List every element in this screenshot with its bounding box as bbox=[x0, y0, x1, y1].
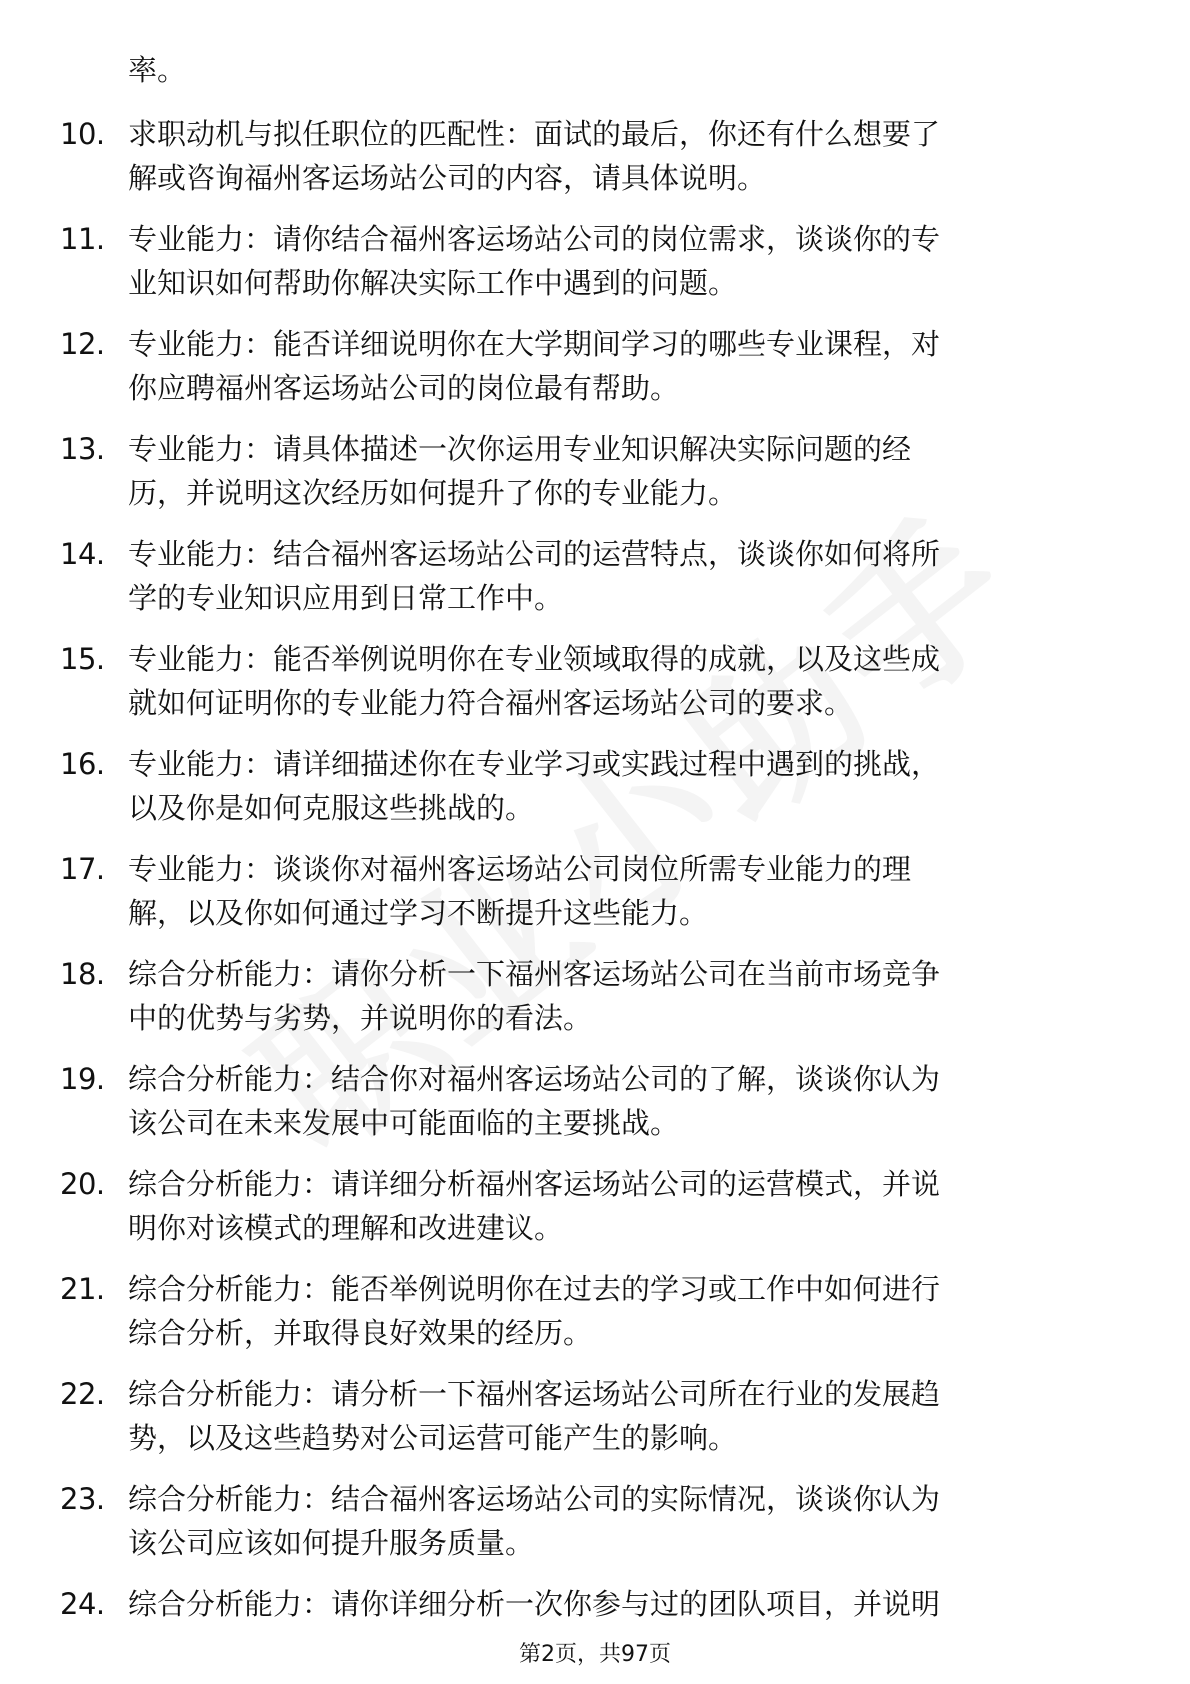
question-text-line: 历，并说明这次经历如何提升了你的专业能力。 bbox=[128, 476, 738, 510]
question-text bbox=[128, 1267, 1120, 1355]
question-item bbox=[60, 427, 1120, 515]
question-text-line: 学的专业知识应用到日常工作中。 bbox=[128, 581, 564, 615]
continuation-text: 率。 bbox=[128, 53, 187, 87]
question-number: 18. bbox=[60, 957, 105, 991]
question-text-line: 解或咨询福州客运场站公司的内容，请具体说明。 bbox=[128, 161, 767, 195]
question-text bbox=[128, 1162, 1120, 1250]
question-item bbox=[60, 637, 1120, 725]
question-text-line: 专业能力：能否举例说明你在专业领域取得的成就，以及这些成 bbox=[128, 642, 941, 676]
question-text-line: 解，以及你如何通过学习不断提升这些能力。 bbox=[128, 896, 709, 930]
question-text-line: 综合分析能力：请你详细分析一次你参与过的团队项目，并说明 bbox=[128, 1587, 941, 1621]
question-text bbox=[128, 1372, 1120, 1460]
question-item bbox=[60, 532, 1120, 620]
question-text-line: 综合分析能力：结合福州客运场站公司的实际情况，谈谈你认为 bbox=[128, 1482, 941, 1516]
question-text-line: 以及你是如何克服这些挑战的。 bbox=[128, 791, 535, 825]
question-number: 20. bbox=[60, 1167, 105, 1201]
question-text-line: 你应聘福州客运场站公司的岗位最有帮助。 bbox=[128, 371, 680, 405]
question-text bbox=[128, 952, 1120, 1040]
question-text-line: 综合分析能力：请分析一下福州客运场站公司所在行业的发展趋 bbox=[128, 1377, 941, 1411]
question-text-line: 业知识如何帮助你解决实际工作中遇到的问题。 bbox=[128, 266, 738, 300]
question-text bbox=[128, 1582, 1120, 1626]
question-number: 14. bbox=[60, 537, 105, 571]
question-item bbox=[60, 322, 1120, 410]
question-number: 19. bbox=[60, 1062, 105, 1096]
question-text-line: 中的优势与劣势，并说明你的看法。 bbox=[128, 1001, 593, 1035]
question-number: 17. bbox=[60, 852, 105, 886]
page-footer: 第2页，共97页 bbox=[519, 1642, 671, 1667]
question-number: 16. bbox=[60, 747, 105, 781]
question-text-line: 就如何证明你的专业能力符合福州客运场站公司的要求。 bbox=[128, 686, 854, 720]
question-item bbox=[60, 217, 1120, 305]
question-text-line: 综合分析能力：能否举例说明你在过去的学习或工作中如何进行 bbox=[128, 1272, 941, 1306]
question-text-line: 专业能力：请具体描述一次你运用专业知识解决实际问题的经 bbox=[128, 432, 912, 466]
question-text bbox=[128, 1477, 1120, 1565]
question-text-line: 专业能力：请详细描述你在专业学习或实践过程中遇到的挑战， bbox=[128, 747, 941, 781]
question-list bbox=[60, 48, 1120, 1643]
question-text bbox=[128, 217, 1120, 305]
question-item bbox=[60, 742, 1120, 830]
question-text-line: 明你对该模式的理解和改进建议。 bbox=[128, 1211, 564, 1245]
question-item bbox=[60, 112, 1120, 200]
question-item bbox=[60, 1267, 1120, 1355]
question-number: 22. bbox=[60, 1377, 105, 1411]
question-text-line: 综合分析，并取得良好效果的经历。 bbox=[128, 1316, 593, 1350]
question-text bbox=[128, 112, 1120, 200]
question-number: 10. bbox=[60, 117, 105, 151]
question-item bbox=[60, 847, 1120, 935]
question-text bbox=[128, 427, 1120, 515]
question-item bbox=[60, 952, 1120, 1040]
question-text-line: 该公司在未来发展中可能面临的主要挑战。 bbox=[128, 1106, 680, 1140]
question-text bbox=[128, 847, 1120, 935]
question-text bbox=[128, 742, 1120, 830]
question-text-line: 综合分析能力：结合你对福州客运场站公司的了解，谈谈你认为 bbox=[128, 1062, 941, 1096]
questions-container bbox=[60, 112, 1120, 1626]
question-text bbox=[128, 532, 1120, 620]
question-text-line: 势，以及这些趋势对公司运营可能产生的影响。 bbox=[128, 1421, 738, 1455]
question-text bbox=[128, 637, 1120, 725]
question-number: 11. bbox=[60, 222, 105, 256]
question-item bbox=[60, 1057, 1120, 1145]
question-number: 24. bbox=[60, 1587, 105, 1621]
question-number: 15. bbox=[60, 642, 105, 676]
question-item bbox=[60, 1582, 1120, 1626]
question-text-line: 专业能力：能否详细说明你在大学期间学习的哪些专业课程，对 bbox=[128, 327, 941, 361]
question-item bbox=[60, 1372, 1120, 1460]
question-text-line: 综合分析能力：请详细分析福州客运场站公司的运营模式，并说 bbox=[128, 1167, 941, 1201]
question-text-line: 该公司应该如何提升服务质量。 bbox=[128, 1526, 535, 1560]
question-text bbox=[128, 322, 1120, 410]
question-text-line: 求职动机与拟任职位的匹配性：面试的最后，你还有什么想要了 bbox=[128, 117, 941, 151]
question-text-line: 专业能力：谈谈你对福州客运场站公司岗位所需专业能力的理 bbox=[128, 852, 912, 886]
question-number: 12. bbox=[60, 327, 105, 361]
question-item bbox=[60, 1162, 1120, 1250]
question-item bbox=[60, 1477, 1120, 1565]
question-number: 23. bbox=[60, 1482, 105, 1516]
question-number: 13. bbox=[60, 432, 105, 466]
question-text-line: 综合分析能力：请你分析一下福州客运场站公司在当前市场竞争 bbox=[128, 957, 941, 991]
question-text-line: 专业能力：请你结合福州客运场站公司的岗位需求，谈谈你的专 bbox=[128, 222, 941, 256]
question-text bbox=[128, 1057, 1120, 1145]
question-number: 21. bbox=[60, 1272, 105, 1306]
question-text-line: 专业能力：结合福州客运场站公司的运营特点，谈谈你如何将所 bbox=[128, 537, 941, 571]
